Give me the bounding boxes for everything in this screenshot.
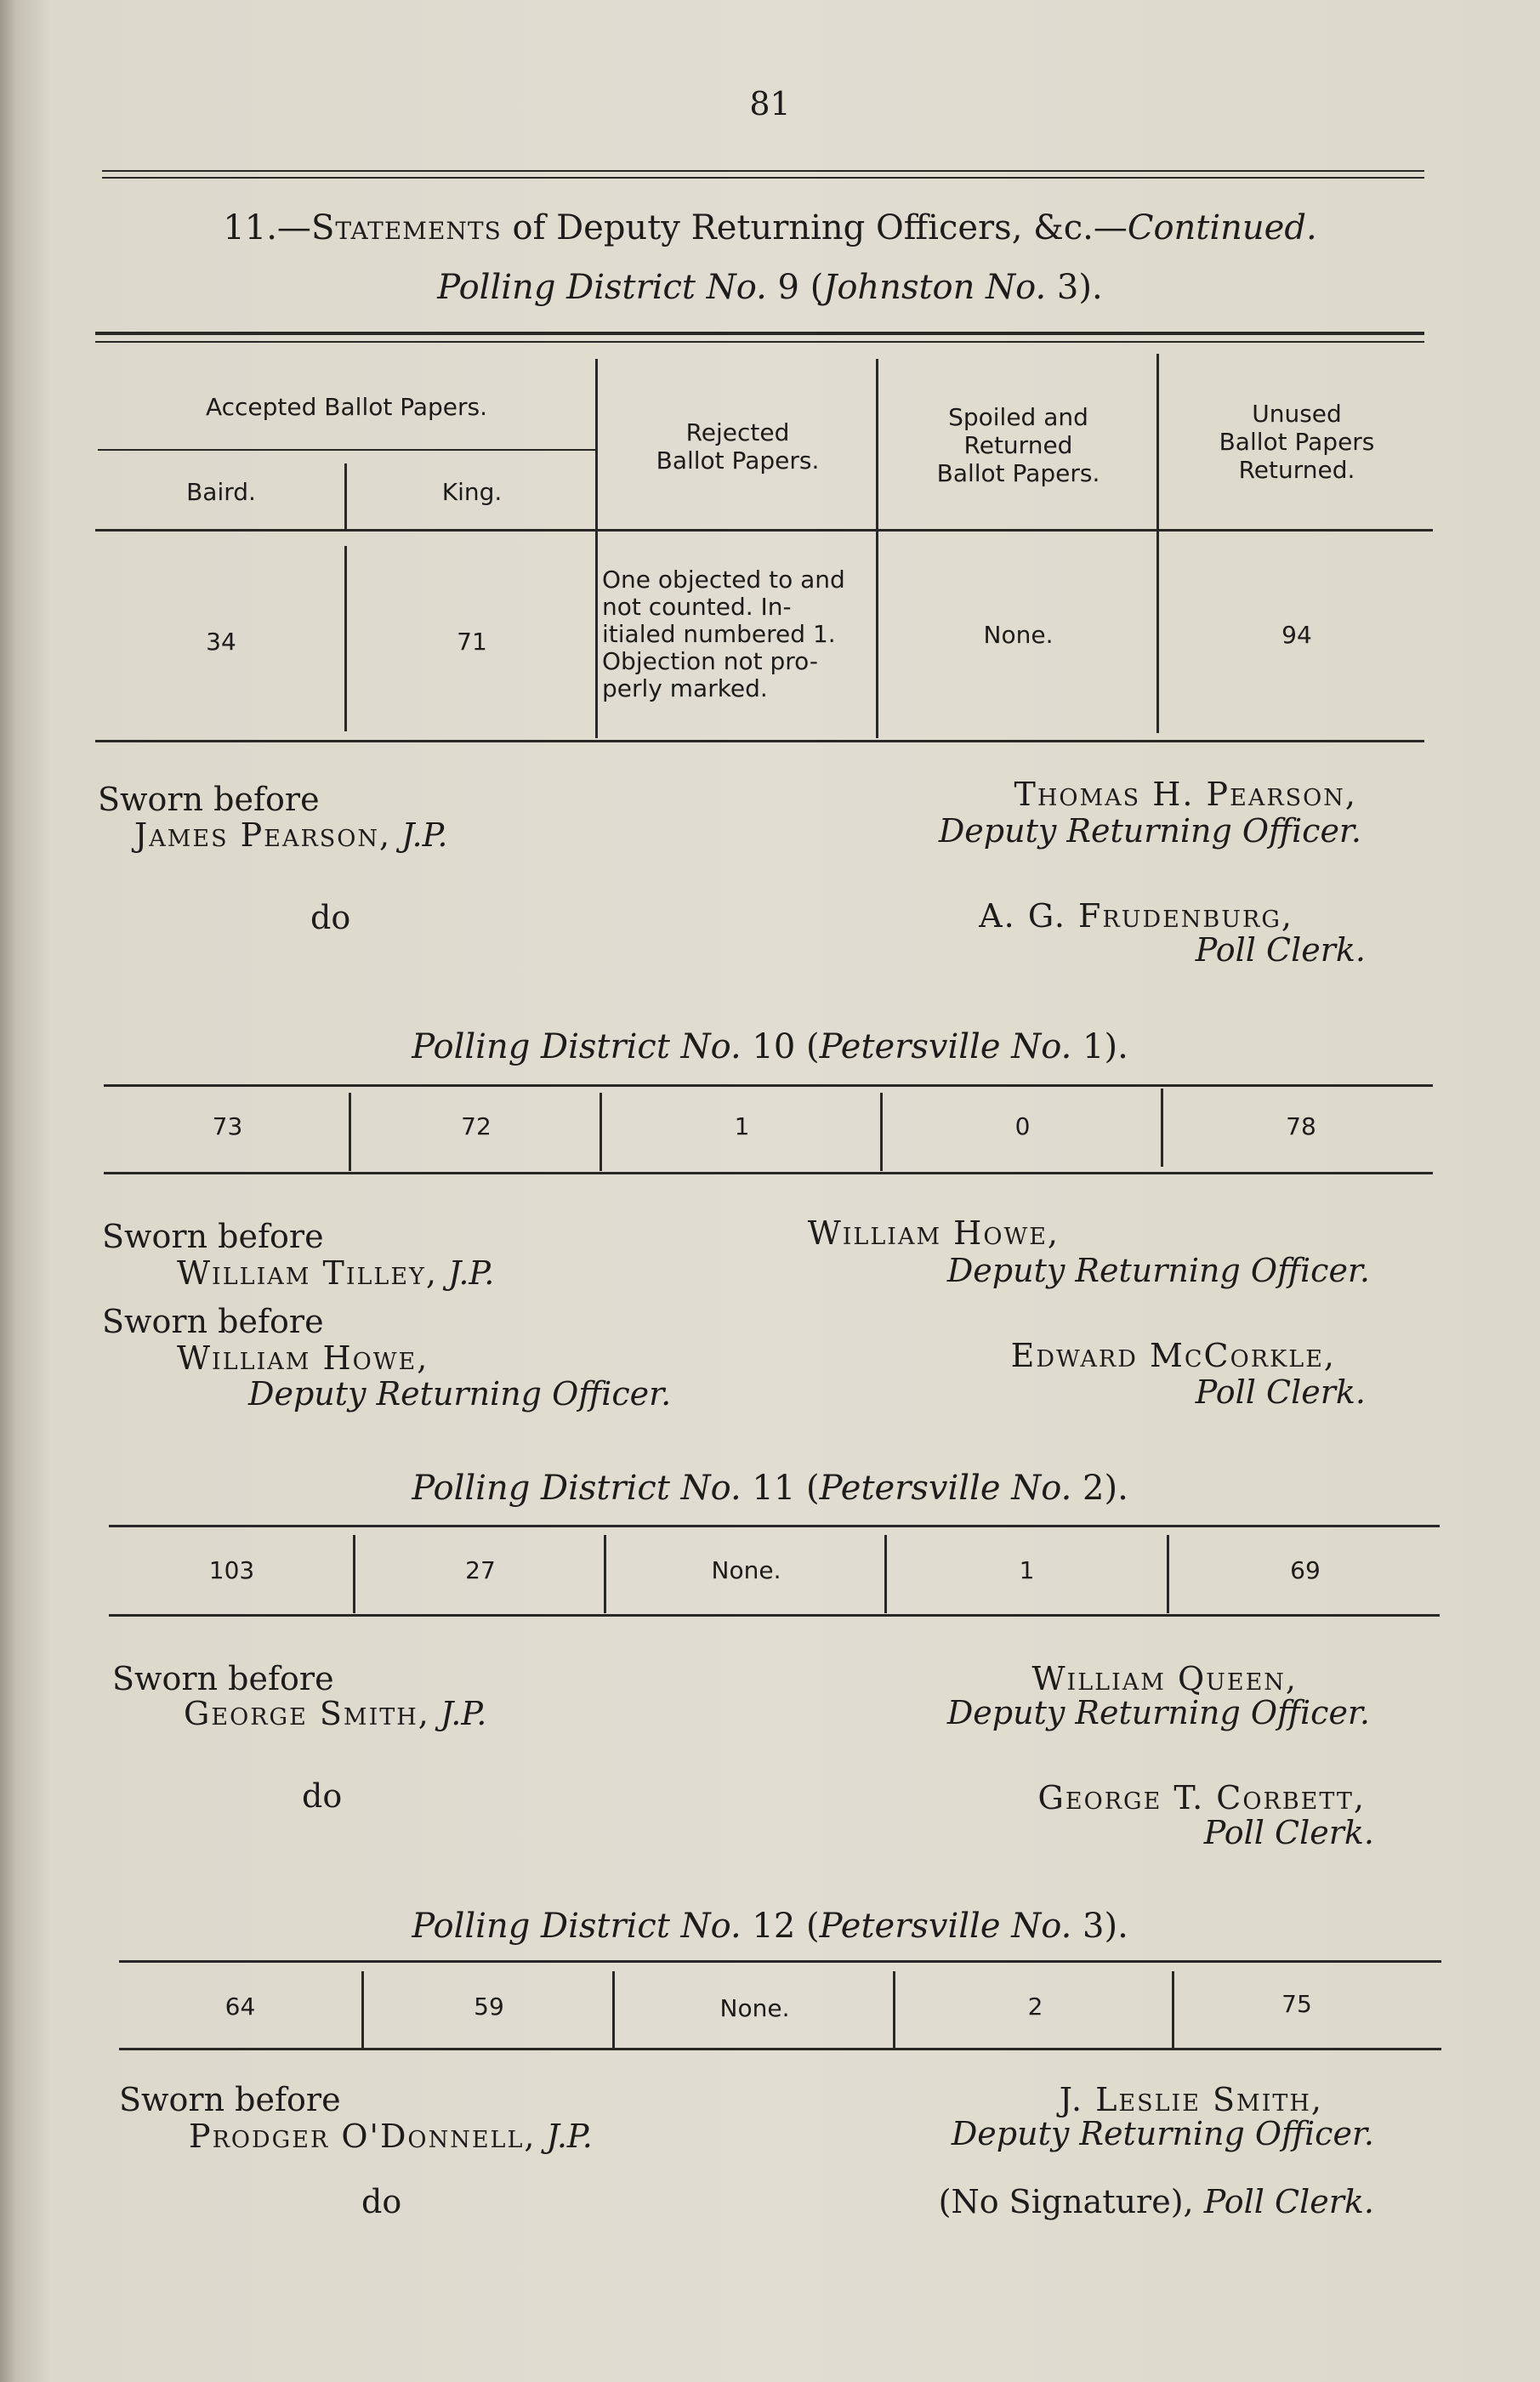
district-12-title: Polling District No. 12 (Petersville No. 3). — [412, 1907, 1128, 1946]
header-rejected: Rejected Ballot Papers. — [656, 418, 820, 475]
d9-unused: 94 — [1281, 621, 1312, 649]
section-heading — [0, 208, 1540, 247]
district-11-title: Polling District No. 11 (Petersville No. 2). — [412, 1469, 1128, 1508]
document-page: 81 11.—Statements of Deputy Returning Officers, &c.—Continued. Polling District No. 9 (Johnston No. 3). Accepted Ballot Papers. Baird. King. Rejected Ballot Papers. Spoiled and Returned Ballot Papers. Unused Ballot Papers Returned. 34 71 One objected to and not counted. In- itialed numbered 1. Objection not pro- perly marked. None. 94 Sworn before James Pearson, J.P. do Thomas H. Pearson, Deputy Returning Officer. A. G. Frudenburg, Poll Clerk. Polling District No. 10 (Petersville No. 1). 73 72 1 0 78 Sworn before William Tilley, J.P. Sworn before William Howe, Deputy Returning Officer. William Howe, Deputy Returning Officer. Edward McCorkle, Poll Clerk. Polling District No. 11 (Petersville No. 2). 103 27 None. 1 69 Sworn before George Smith, J.P. do William Queen, Deputy Returning Officer. George T. Corbett, Poll Clerk. Polling District No. 12 (Petersville No. 3). 64 59 None. 2 75 Sworn before Prodger O'Donnell, J.P. do J. Leslie Smith, Deputy Returning Officer. (No Signature), Poll Clerk. — [0, 0, 1540, 2382]
heading-continued: Continued. — [1127, 208, 1317, 247]
header-spoiled: Spoiled and Returned Ballot Papers. — [936, 403, 1100, 487]
page-number: 81 — [749, 85, 791, 122]
district-10-title: Polling District No. 10 (Petersville No. 1). — [412, 1027, 1128, 1066]
d9-baird: 34 — [206, 628, 236, 656]
heading-word: Statements — [310, 208, 502, 247]
d9-rejected: One objected to and not counted. In- itialed numbered 1. Objection not pro- perly marked. — [602, 566, 845, 702]
header-unused: Unused Ballot Papers Returned. — [1219, 400, 1375, 484]
heading-rest: of Deputy Returning Officers, &c.— — [501, 208, 1128, 247]
header-rule-2 — [102, 177, 1424, 179]
header-accepted: Accepted Ballot Papers. — [205, 393, 488, 421]
heading-number: 11.— — [223, 208, 311, 247]
header-rule — [102, 170, 1424, 172]
d9-king: 71 — [457, 628, 487, 656]
header-baird: Baird. — [186, 478, 256, 506]
d9-spoiled: None. — [983, 621, 1054, 649]
header-king: King. — [441, 478, 503, 506]
district-9-title: Polling District No. 9 (Johnston No. 3). — [437, 268, 1103, 307]
